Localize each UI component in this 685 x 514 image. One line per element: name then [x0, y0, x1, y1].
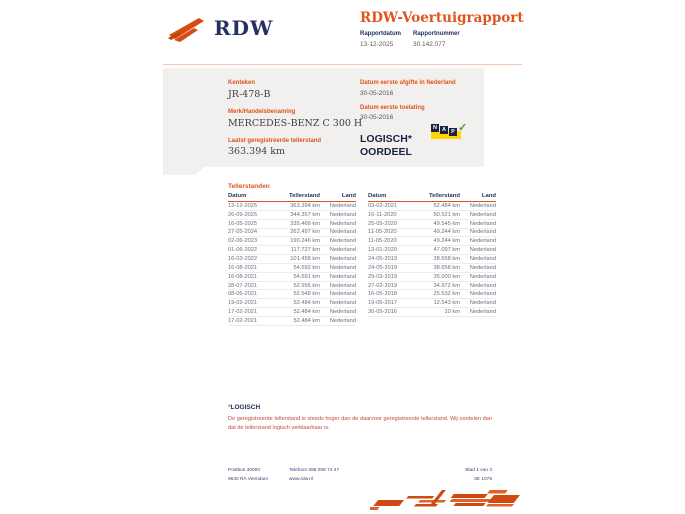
cell-land: Nederland	[329, 309, 356, 316]
cell-tellerstand: 35.000 km	[433, 273, 460, 280]
cell-datum: 28-07-2021	[228, 282, 258, 289]
table-header-row	[228, 193, 356, 202]
column-header-land: Land	[341, 193, 356, 199]
vehicle-dates-column	[360, 80, 480, 159]
cell-datum: 19-02-2021	[228, 300, 258, 307]
odometer-table-right	[368, 193, 496, 317]
footnote-line1: De geregistreerde tellerstand is steeds hoger dan de daarvoor geregistreerde tellerstand. Wij oordelen dan	[228, 416, 492, 422]
table-row	[368, 273, 496, 282]
report-date-block	[360, 31, 401, 48]
cell-land: Nederland	[469, 309, 496, 316]
merk-value: MERCEDES-BENZ C 300 H	[228, 118, 363, 129]
cell-datum: 16-08-2021	[228, 273, 258, 280]
cell-datum: 24-05-2019	[368, 264, 398, 271]
table-row	[368, 220, 496, 229]
table-header-row	[368, 193, 496, 202]
table-row	[228, 229, 356, 238]
cell-tellerstand: 12.543 km	[433, 300, 460, 307]
vehicle-summary-panel	[163, 68, 484, 167]
kenteken-value: JR-478-B	[228, 88, 271, 100]
oordeel-line1: LOGISCH*	[360, 133, 412, 146]
cell-land: Nederland	[469, 202, 496, 209]
table-row	[228, 273, 356, 282]
cell-datum: 29-03-2019	[368, 273, 398, 280]
cell-tellerstand: 10 km	[444, 309, 460, 316]
cell-tellerstand: 49.244 km	[433, 238, 460, 245]
table-row	[368, 308, 496, 317]
report-number-value: 30.142.077	[413, 41, 446, 48]
cell-tellerstand: 34.972 km	[433, 282, 460, 289]
table-row	[228, 264, 356, 273]
cell-datum: 16-05-2025	[228, 220, 258, 227]
cell-land: Nederland	[329, 211, 356, 218]
footer-address-line1: Postbus 30000	[228, 468, 261, 473]
footer-phone: Telefoon 088 008 74 47	[289, 468, 340, 473]
cell-tellerstand: 54.691 km	[293, 273, 320, 280]
cell-datum: 27-02-2019	[368, 282, 398, 289]
cell-datum: 16-11-2020	[368, 211, 397, 218]
cell-tellerstand: 52.484 km	[293, 317, 320, 324]
cell-land: Nederland	[329, 300, 356, 307]
cell-land: Nederland	[329, 317, 356, 324]
table-row	[228, 317, 356, 326]
cell-tellerstand: 38.658 km	[433, 264, 460, 271]
cell-tellerstand: 54.692 km	[293, 264, 320, 271]
cell-datum: 03-02-2021	[368, 202, 398, 209]
column-header-tellerstand: Tellerstand	[429, 193, 460, 199]
cell-datum: 08-06-2021	[228, 291, 258, 298]
table-row	[228, 299, 356, 308]
table-row	[368, 299, 496, 308]
tellerstand-label: Laatst geregistreerde tellerstand	[228, 137, 322, 144]
kenteken-label: Kenteken	[228, 80, 256, 86]
rdw-logo	[167, 13, 273, 43]
cell-land: Nederland	[329, 273, 356, 280]
cell-tellerstand: 50.521 km	[433, 211, 460, 218]
report-date-label: Rapportdatum	[360, 31, 401, 37]
column-header-tellerstand: Tellerstand	[289, 193, 320, 199]
table-body	[368, 202, 496, 317]
cell-tellerstand: 49.545 km	[433, 220, 460, 227]
cell-tellerstand: 25.532 km	[433, 291, 460, 298]
cell-land: Nederland	[329, 255, 356, 262]
table-row	[368, 290, 496, 299]
table-row	[368, 282, 496, 291]
cell-tellerstand: 52.484 km	[293, 300, 320, 307]
table-row	[228, 211, 356, 220]
cell-datum: 16-08-2021	[228, 264, 258, 271]
footer-contact	[289, 466, 339, 484]
cell-datum: 16-03-2022	[228, 255, 258, 262]
cell-tellerstand: 190.246 km	[290, 238, 320, 245]
nap-checkmark-icon: ✓	[458, 122, 468, 134]
report-date-value: 13-12-2025	[360, 41, 394, 48]
cell-land: Nederland	[329, 238, 356, 245]
table-row	[228, 237, 356, 246]
cell-land: Nederland	[469, 273, 496, 280]
footer-address	[228, 466, 268, 484]
nap-letter-a: A	[440, 126, 448, 134]
cell-tellerstand: 52.484 km	[433, 202, 460, 209]
cell-land: Nederland	[469, 247, 496, 254]
merk-label: Merk/Handelsbenaming	[228, 109, 296, 116]
cell-tellerstand: 47.097 km	[433, 247, 460, 254]
cell-datum: 01-06-2022	[228, 247, 258, 254]
cell-tellerstand: 101.458 km	[290, 255, 320, 262]
cell-datum: 17-02-2021	[228, 317, 258, 324]
report-title: RDW-Voertuigrapport	[360, 10, 524, 26]
nap-letter-n: N	[431, 124, 439, 132]
cell-land: Nederland	[469, 264, 496, 271]
rdw-flag-icon	[167, 13, 207, 43]
cell-datum: 27-05-2024	[228, 229, 258, 236]
toelating-label: Datum eerste toelating	[360, 104, 425, 111]
cell-tellerstand: 52.548 km	[293, 291, 320, 298]
cell-tellerstand: 117.727 km	[290, 247, 320, 254]
footnote-line2: dat de tellerstand logisch verklaarbaar is.	[228, 425, 330, 432]
toelating-value: 30-05-2016	[360, 114, 394, 122]
footer-pagination	[430, 466, 492, 484]
logisch-footnote	[228, 404, 498, 433]
odometer-table-left	[228, 193, 356, 326]
cell-land: Nederland	[469, 300, 496, 307]
cell-datum: 11-05-2020	[368, 229, 397, 236]
cell-land: Nederland	[329, 291, 356, 298]
oordeel-line2: OORDEEL	[360, 146, 412, 159]
cell-datum: 13-12-2025	[228, 202, 258, 209]
footer-page-number: Blad 1 van 3	[465, 468, 492, 473]
cell-tellerstand: 49.244 km	[433, 229, 460, 236]
cell-land: Nederland	[329, 220, 356, 227]
cell-datum: 26-09-2025	[228, 211, 258, 218]
table-row	[228, 246, 356, 255]
panel-corner-tab	[163, 166, 205, 175]
cell-datum: 30-05-2016	[368, 309, 398, 316]
table-row	[228, 290, 356, 299]
footer-address-line2: 9640 RA Veendam	[228, 477, 269, 483]
table-row	[228, 255, 356, 264]
table-row	[228, 202, 356, 211]
cell-tellerstand: 262.497 km	[290, 229, 320, 236]
cell-tellerstand: 344.357 km	[290, 211, 320, 218]
table-body	[228, 202, 356, 326]
cell-tellerstand: 363.394 km	[290, 202, 320, 209]
cell-land: Nederland	[469, 255, 496, 262]
table-row	[368, 264, 496, 273]
afgifte-value: 30-05-2016	[360, 89, 394, 97]
table-row	[368, 237, 496, 246]
column-header-land: Land	[481, 193, 496, 199]
cell-datum: 13-01-2020	[368, 247, 398, 254]
table-row	[228, 220, 356, 229]
cell-tellerstand: 52.956 km	[293, 282, 320, 289]
cell-datum: 25-05-2020	[368, 220, 398, 227]
footnote-title-text: LOGISCH	[230, 404, 261, 411]
cell-datum: 11-05-2020	[368, 238, 397, 245]
cell-land: Nederland	[469, 291, 496, 298]
column-header-datum: Datum	[228, 193, 247, 199]
nap-letter-p: P	[449, 128, 457, 136]
cell-land: Nederland	[329, 264, 356, 271]
speed-stripes-graphic	[370, 486, 532, 513]
cell-land: Nederland	[329, 247, 356, 254]
table-row	[368, 229, 496, 238]
cell-land: Nederland	[329, 229, 356, 236]
footnote-text	[228, 415, 498, 433]
footnote-asterisk: *	[228, 404, 231, 411]
cell-land: Nederland	[469, 220, 496, 227]
tellerstand-value: 363.394 km	[228, 146, 286, 158]
nap-logo	[431, 123, 469, 143]
table-row	[228, 308, 356, 317]
cell-datum: 16-05-2018	[368, 291, 398, 298]
header-divider	[163, 64, 522, 65]
cell-datum: 02-06-2023	[228, 238, 258, 245]
rdw-logo-text: RDW	[214, 16, 274, 40]
table-row	[368, 202, 496, 211]
table-row	[368, 211, 496, 220]
footnote-title	[228, 404, 498, 411]
table-row	[368, 246, 496, 255]
cell-datum: 17-02-2021	[228, 309, 258, 316]
cell-land: Nederland	[469, 211, 496, 218]
tellerstanden-section-title: Tellerstanden	[228, 183, 270, 190]
cell-tellerstand: 38.658 km	[433, 255, 460, 262]
table-row	[228, 282, 356, 291]
footer-form-code: 3E 1078	[474, 477, 492, 483]
column-header-datum: Datum	[368, 193, 387, 199]
cell-land: Nederland	[329, 202, 356, 209]
vehicle-identity-column	[228, 80, 363, 159]
afgifte-label: Datum eerste afgifte in Nederland	[360, 80, 456, 86]
cell-tellerstand: 335.468 km	[290, 220, 320, 227]
report-number-block	[413, 31, 460, 48]
cell-land: Nederland	[469, 282, 496, 289]
cell-datum: 24-05-2019	[368, 255, 398, 262]
cell-land: Nederland	[469, 229, 496, 236]
cell-land: Nederland	[469, 238, 496, 245]
footer-website: www.rdw.nl	[289, 477, 313, 483]
report-number-label: Rapportnummer	[413, 31, 460, 37]
cell-datum: 19-05-2017	[368, 300, 398, 307]
table-row	[368, 255, 496, 264]
cell-tellerstand: 52.484 km	[293, 309, 320, 316]
cell-land: Nederland	[329, 282, 356, 289]
